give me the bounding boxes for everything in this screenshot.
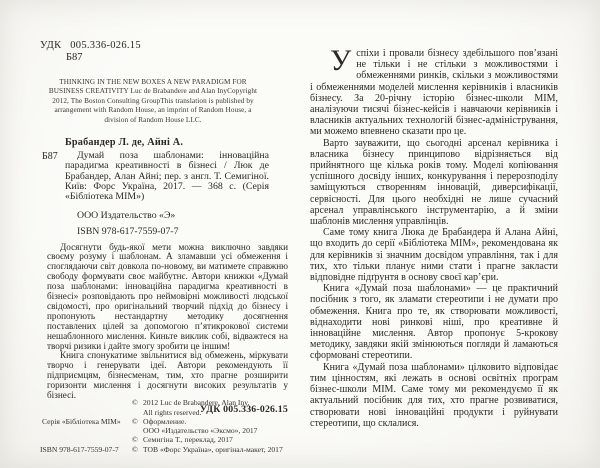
copyright-line: All rights reserved.	[132, 408, 288, 417]
drop-cap-letter: У	[330, 44, 352, 77]
series-label: Серія «Бібліотека МІМ»	[42, 416, 121, 426]
page-right-foreword	[300, 0, 600, 468]
copyright-line: ООО «Издательство «Эксмо», 2017	[132, 426, 288, 435]
copyright-line: © ТОВ «Форс Україна», оригінал-макет, 2017	[132, 444, 283, 454]
copyright-line: © Оформление.	[132, 416, 187, 426]
annotation-paragraph: Книга спонукатиме звільнитися від обмежень, міркувати творчо і генерувати ідеї. Автори рекомендують її підприємцям, бізнесменам, тим, хто прагне розширити горизонти мислення і досягнути високих результатів у бізнесі.	[47, 350, 288, 401]
body-paragraph: Варто зауважити, що сьогодні арсенал керівника і власника бізнесу принципово відрізняється від прийнятного ще кілька років тому. Моделі копіювання успішного досвіду інших, конкурування і перерозподілу заміщуються створенням інновацій, диверсифікації, сервісності. Для цього необхідні не лише сучасний арсенал управлінського інструментарію, а й зміни шаблонів мислення управлінців.	[310, 137, 558, 228]
original-edition-copyright-notice: THINKING IN THE NEW BOXES A NEW PARADIGM FOR BUSINESS CREATIVITY Luc de Brabandere and Alan InyCopyright 2012, The Boston Consulting GroupThis translation is published by arrangement with Random House, an imprint of Random House, a division of Random House LLC.	[48, 78, 258, 124]
copyright-line: © 2012 Luc de Brabandere, Alan Iny.	[132, 398, 250, 408]
copyright-lines	[132, 398, 288, 454]
catalog-author-line: Брабандер Л. де, Айні А.	[65, 137, 184, 149]
copyright-line: © Семигіна Т., переклад, 2017	[132, 435, 233, 445]
body-paragraph: Саме тому книга Люка де Брабандера й Алана Айні, що входить до серії «Бібліотека МІМ», рекомендована як для керівників зі значним досвідом управління, так і для тих, хто тільки планує ними стати і прагне закласти відповідне підґрунтя в основу своєї кар’єри.	[310, 227, 558, 284]
paragraph-text: спіхи і провали бізнесу здебільшого пов’язані не тільки і не стільки з можливостями і обмеженнями ринків, скільки з можливостями і обмеженнями моделей мислення керівників і власників бізнесу. За 20-річну історію бізнес-школи МІМ, аналізуючи тисячі бізнес-кейсів і навчаючи керівників і власників актуальних технологій бізнес-адміністрування, ми можемо впевнено сказати про це.	[310, 48, 558, 138]
copyright-symbol	[132, 408, 143, 417]
copyright-symbol: ©	[132, 444, 138, 454]
isbn-line: ISBN 978-617-7559-07-7	[77, 225, 179, 237]
catalog-card-entry: Думай поза шаблонами: інноваційна парадигма креативності в бізнесі / Люк де Брабандер, Алан Айні; пер. з англ. Т. Семигіної. Київ: Форс Україна, 2017. — 368 с. (Серія «Бібліотека МІМ»)	[65, 150, 269, 203]
body-paragraph	[310, 44, 558, 138]
imprint-block	[40, 398, 288, 454]
udc-classification-code-bottom: УДК 005.336-026.15	[199, 404, 288, 416]
bbk-code: Б87	[66, 52, 83, 63]
copyright-symbol: ©	[132, 435, 138, 445]
annotation-paragraph: Досягнути будь-якої мети можна виключно завдяки своєму розуму і шаблонам. А зламавши усі обмеження і споглядаючи світ довкола по-новому, ви матимете справжню свободу формувати своє майбутнє. Автори книжки «Думай поза шаблонами: інноваційна парадигма креативності в бізнесі» розповідають про неймовірні можливості людської свідомості, про оригінальний творчий підхід до бізнесу і пропонують нестандартну методику досягнення поставлених цілей за допомогою п’ятикрокової системи нешаблонного мислення. Киньте виклик собі, відважтеся на творчі ризики і дайте змогу зробити це іншим!	[47, 241, 288, 351]
body-paragraph: Книга «Думай поза шаблонами» — це практичний посібник з того, як зламати стереотипи і не думати про обмеження. Книга про те, як створювати можливості, віднаходити нові ринкові ніші, про креативне й інноваційне мислення. Автор пропонує 5-крокову методику, завдяки якій змінюються погляди й ламаються сформовані стереотипи.	[310, 283, 558, 362]
copyright-symbol: ©	[132, 398, 138, 408]
copyright-symbol	[132, 426, 143, 435]
catalog-card-code: Б87	[42, 151, 58, 163]
catalog-card	[42, 150, 288, 203]
isbn-footer: ISBN 978-617-7559-07-7	[40, 444, 119, 454]
annotation-block	[47, 243, 288, 402]
copyright-symbol: ©	[132, 416, 138, 426]
udc-classification-code: УДК 005.336-026.15	[40, 40, 141, 51]
publisher-line: ООО Издательство «Э»	[77, 209, 176, 221]
body-paragraph: Книга «Думай поза шаблонами» цілковито відповідає тим цінностям, які лежать в основі освітніх програм бізнес-школи МІМ. Саме тому ми рекомендуємо її як актуальний посібник для тих, хто прагне розвиватися, створювати нові інноваційні продукти і руйнувати стереотипи, що склалися.	[310, 361, 558, 429]
